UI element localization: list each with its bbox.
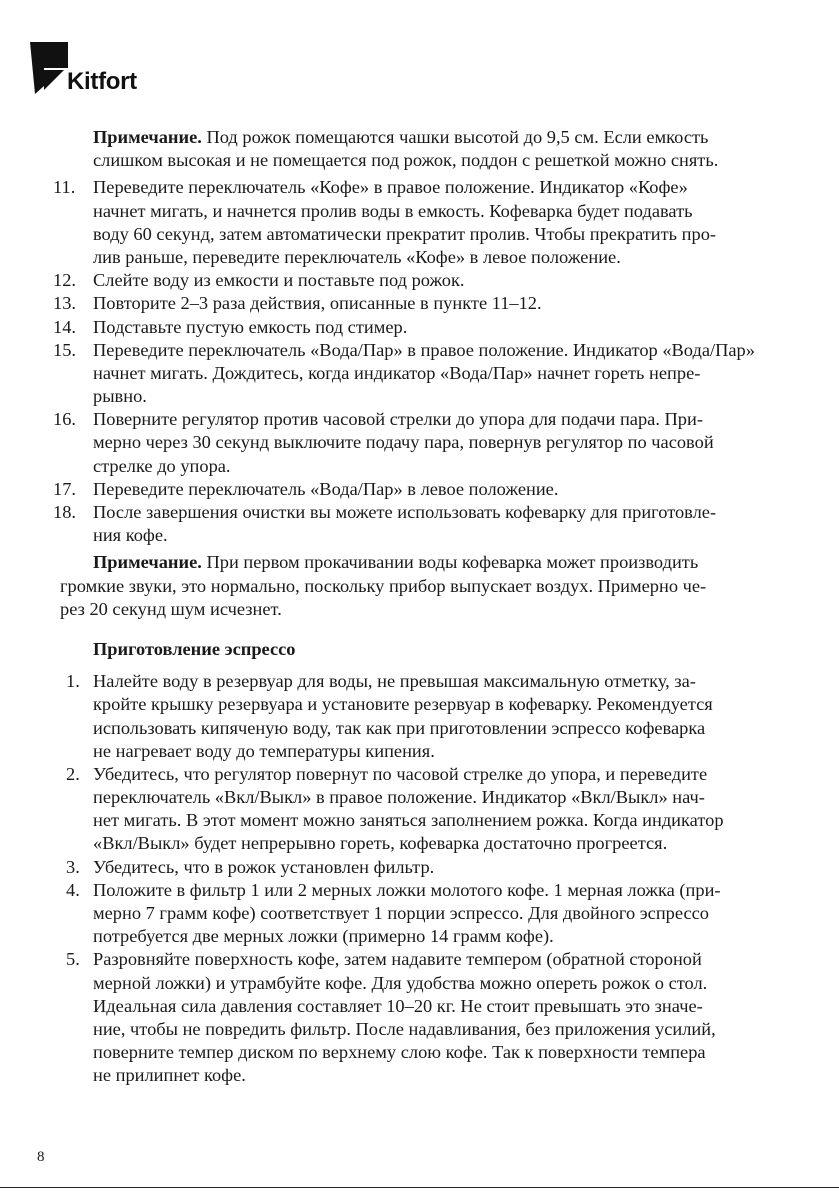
list-item bbox=[0, 316, 839, 339]
list-item bbox=[0, 856, 839, 879]
list-item-text-line: переключатель «Вкл/Выкл» в правое положение. Индикатор «Вкл/Выкл» нач- bbox=[93, 787, 705, 808]
section-heading-espresso: Приготовление эспрессо bbox=[93, 638, 296, 659]
list-item-number: 5. bbox=[66, 949, 80, 970]
list-item-text-line: Налейте воду в резервуар для воды, не превышая максимальную отметку, за- bbox=[93, 671, 696, 692]
list-item-text-line: не нагревает воду до температуры кипения. bbox=[93, 740, 435, 761]
list-item-text-line: Переведите переключатель «Вода/Пар» в левое положение. bbox=[93, 478, 559, 499]
list-item-text-line: мерно через 30 секунд выключите подачу пара, повернув регулятор по часовой bbox=[93, 432, 714, 453]
list-item-text-line: мерно 7 грамм кофе) соответствует 1 порции эспрессо. Для двойного эспрессо bbox=[93, 903, 710, 923]
kitfort-tag-logo-icon bbox=[30, 42, 70, 94]
list-item-text-line: начнет мигать. Дождитесь, когда индикатор «Вода/Пар» начнет гореть непре- bbox=[93, 362, 701, 383]
list-item-text-line: Положите в фильтр 1 или 2 мерных ложки молотого кофе. 1 мерная ложка (при- bbox=[93, 879, 721, 900]
list-item-number: 17. bbox=[53, 478, 76, 499]
list-item bbox=[0, 478, 839, 501]
list-item-number: 16. bbox=[53, 409, 76, 430]
list-item-text-line: Идеальная сила давления составляет 10–20 кг. Не стоит превышать это значе- bbox=[93, 995, 703, 1016]
brand-logo bbox=[30, 42, 180, 98]
list-item-number: 15. bbox=[53, 339, 76, 360]
list-item-text-line: Повторите 2–3 раза действия, описанные в пункте 11–12. bbox=[93, 293, 542, 314]
list-item-text-line: ние, чтобы не повредить фильтр. После надавливания, без приложения усилий, bbox=[93, 1018, 716, 1039]
list-item-text-line: поверните темпер диском по верхнему слою кофе. Так к поверхности темпера bbox=[93, 1042, 706, 1063]
list-item-text-line: Переведите переключатель «Вода/Пар» в правое положение. Индикатор «Вода/Пар» bbox=[93, 339, 755, 360]
list-item-text-line: Поверните регулятор против часовой стрелки до упора для подачи пара. При- bbox=[93, 409, 703, 430]
list-item-text-line: нет мигать. В этот момент можно заняться заполнением рожка. Когда индикатор bbox=[93, 810, 724, 831]
list-item-text-line: лив раньше, переведите переключатель «Кофе» в левое положение. bbox=[93, 246, 621, 267]
note-label: Примечание. bbox=[93, 552, 202, 573]
list-item-text-line: Подставьте пустую емкость под стимер. bbox=[93, 316, 408, 337]
list-item-text-line: Убедитесь, что регулятор повернут по часовой стрелке до упора, и переведите bbox=[93, 763, 708, 784]
list-item bbox=[0, 339, 839, 409]
list-item bbox=[0, 948, 839, 1087]
list-item bbox=[0, 501, 839, 547]
note-text: Под рожок помещаются чашки высотой до 9,5 см. Если емкость bbox=[201, 127, 709, 147]
list-item-text-line: После завершения очистки вы можете использовать кофеварку для приготовле- bbox=[93, 502, 717, 522]
bottom-rule bbox=[0, 1187, 839, 1188]
list-item-number: 13. bbox=[53, 293, 76, 314]
list-item-number: 2. bbox=[66, 763, 80, 784]
brand-name: Kitfort bbox=[67, 68, 137, 95]
note-text: рез 20 секунд шум исчезнет. bbox=[60, 598, 282, 619]
list-item-text-line: использовать кипяченую воду, так как при приготовлении эспрессо кофеварка bbox=[93, 717, 706, 738]
list-item-text-line: стрелке до упора. bbox=[93, 455, 231, 476]
list-item bbox=[0, 763, 839, 856]
list-item-text-line: Переведите переключатель «Кофе» в правое положение. Индикатор «Кофе» bbox=[93, 177, 688, 198]
list-item-text-line: потребуется две мерных ложки (примерно 14 грамм кофе). bbox=[93, 926, 554, 947]
list-item bbox=[0, 879, 839, 949]
list-item-number: 4. bbox=[66, 879, 80, 900]
list-item-number: 14. bbox=[53, 316, 76, 337]
list-item bbox=[0, 176, 839, 269]
list-item-text-line: ния кофе. bbox=[93, 525, 168, 546]
note-cup-height bbox=[0, 126, 839, 172]
list-item-text-line: кройте крышку резервуара и установите резервуар в кофеварку. Рекомендуется bbox=[93, 694, 713, 715]
list-item-text-line: Убедитесь, что в рожок установлен фильтр. bbox=[93, 856, 435, 877]
note-text: При первом прокачивании воды кофеварка может производить bbox=[201, 552, 699, 573]
page-number: 8 bbox=[37, 1149, 45, 1165]
list-item-text-line: «Вкл/Выкл» будет непрерывно гореть, кофеварка достаточно прогреется. bbox=[93, 833, 668, 854]
list-item bbox=[0, 670, 839, 763]
list-item-text-line: начнет мигать, и начнется пролив воды в емкость. Кофеварка будет подавать bbox=[93, 200, 693, 221]
note-text: слишком высокая и не помещается под рожок, поддон с решеткой можно снять. bbox=[93, 150, 719, 171]
list-item-text-line: рывно. bbox=[93, 386, 147, 407]
list-item-number: 11. bbox=[53, 177, 76, 198]
list-item bbox=[0, 408, 839, 478]
note-label: Примечание. bbox=[93, 127, 202, 147]
list-item-number: 12. bbox=[53, 270, 76, 291]
list-item bbox=[0, 269, 839, 292]
list-item-text-line: мерной ложки) и утрамбуйте кофе. Для удобства можно опереть рожок о стол. bbox=[93, 972, 708, 993]
steps-list-priming bbox=[0, 176, 839, 547]
note-text: громкие звуки, это нормально, поскольку прибор выпускает воздух. Примерно че- bbox=[60, 575, 707, 596]
note-noise bbox=[0, 551, 839, 621]
steps-list-espresso bbox=[0, 670, 839, 1087]
list-item-text-line: Слейте воду из емкости и поставьте под рожок. bbox=[93, 270, 465, 291]
list-item-text-line: Разровняйте поверхность кофе, затем надавите темпером (обратной стороной bbox=[93, 949, 702, 970]
list-item-text-line: воду 60 секунд, затем автоматически прекратит пролив. Чтобы прекратить про- bbox=[93, 223, 717, 244]
list-item bbox=[0, 292, 839, 315]
list-item-number: 18. bbox=[53, 502, 76, 522]
page-body bbox=[0, 126, 839, 1088]
list-item-number: 3. bbox=[66, 856, 80, 877]
list-item-text-line: не прилипнет кофе. bbox=[93, 1065, 246, 1086]
list-item-number: 1. bbox=[66, 671, 80, 692]
